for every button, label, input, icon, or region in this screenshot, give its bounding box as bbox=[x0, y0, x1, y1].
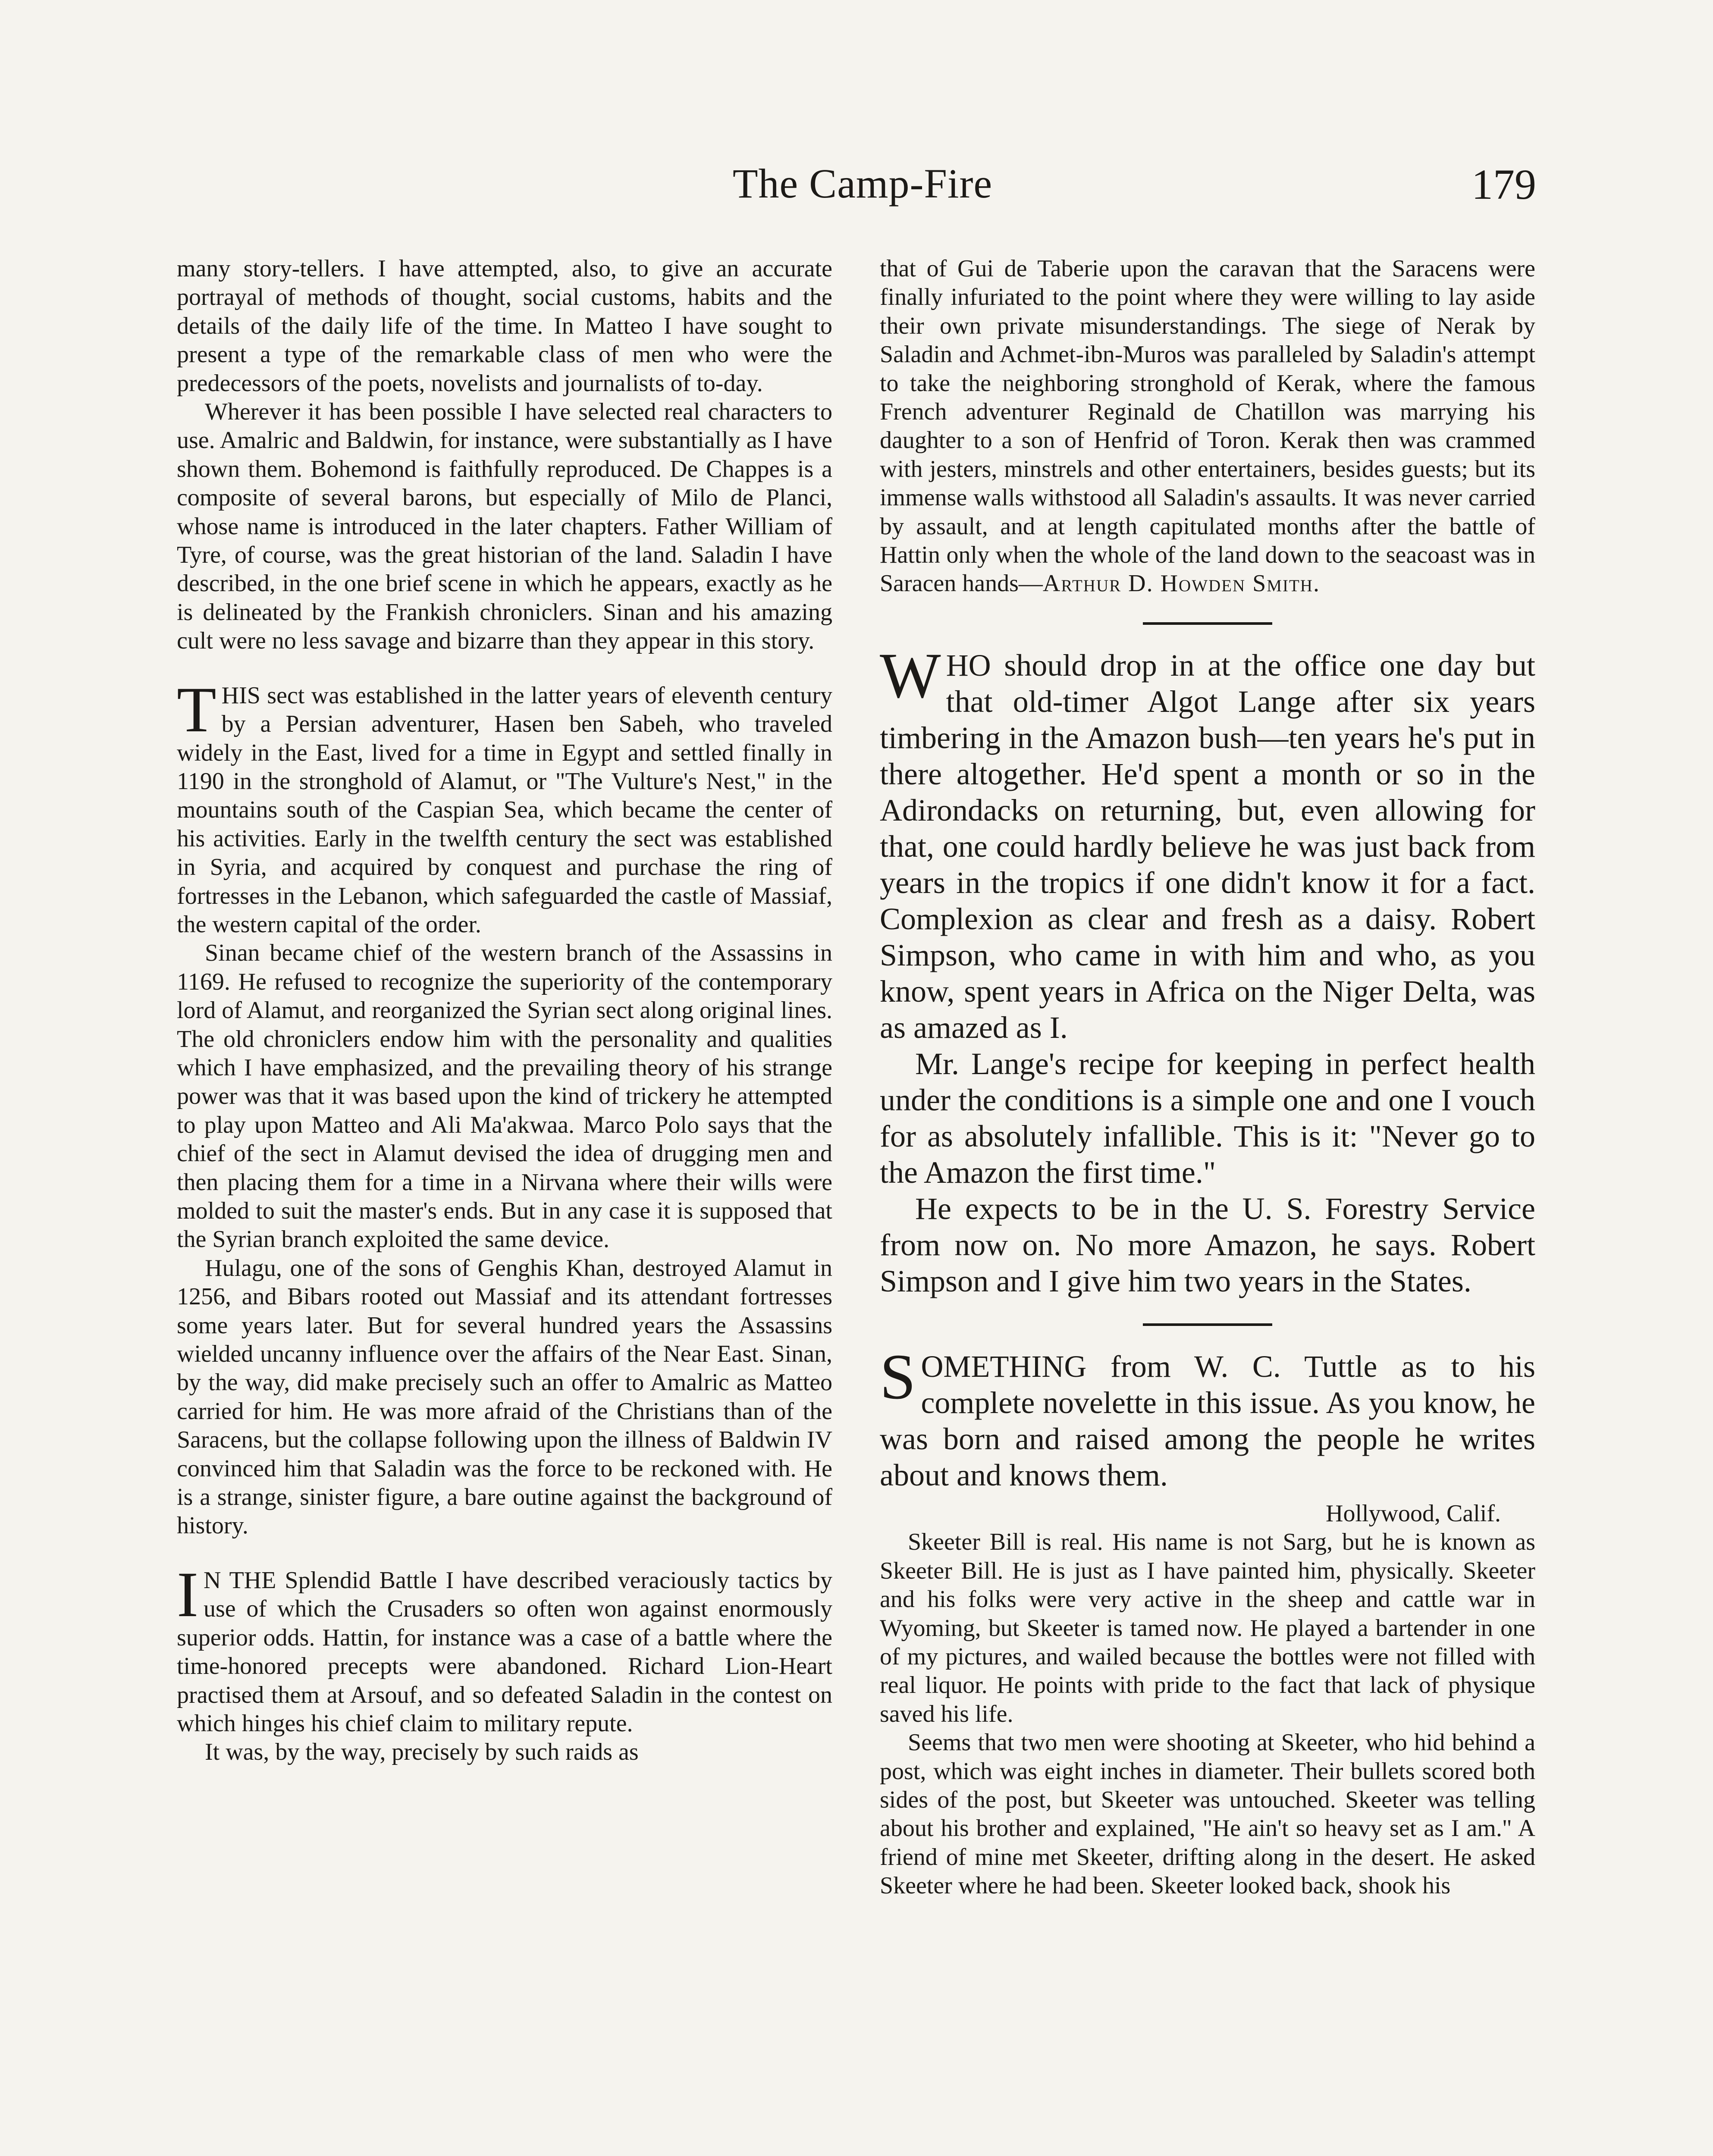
page-number: 179 bbox=[1471, 160, 1536, 208]
paragraph: Sinan became chief of the western branch of the Assassins in 1169. He refused to recognize the superiority of the contemporary lord of Alamut, and reorganized the Syrian sect along original lines. The old chroniclers endow him with the personality and qualities which I have emphasized, and the prevailing theory of his strange power was that it was based upon the kind of trickery he attempted to play upon Matteo and Ali Ma'akwaa. Marco Polo says that the chief of the sect in Alamut devised the idea of drugging men and then placing them for a time in a Nirvana where their wills were molded to suit the master's ends. But in any case it is supposed that the Syrian branch exploited the same device. bbox=[177, 940, 832, 1253]
camp-fire-item bbox=[880, 1341, 1535, 1493]
drop-cap: T bbox=[177, 674, 216, 746]
paragraph-text: HIS sect was established in the latter years of eleventh century by a Persian adventurer, Hasen ben Sabeh, who traveled widely in the East, lived for a time in Egypt and settled finally in 1190 in the stronghold of Alamut, or "The Vulture's Nest," in the mountains south of the Caspian Sea, which became the center of his activities. Early in the twelfth century the sect was established in Syria, and acquired by conquest and purchase the ring of fortresses in the Lebanon, which safeguarded the castle of Massiaf, the western capital of the order. bbox=[177, 682, 832, 938]
drop-cap: I bbox=[177, 1558, 198, 1630]
section-paragraph bbox=[177, 1558, 832, 1738]
paragraph-text: HO should drop in at the office one day but that old-timer Algot Lange after six years timbering in the Amazon bush—ten years he's put in there altogether. He'd spent a month or so in the Adirondacks on returning, but, even allowing for that, one could hardly believe he was just back from years in the tropics if one didn't know it for a fact. Complexion as clear and fresh as a daisy. Robert Simpson, who came in with him and who, as you know, spent years in Africa on the Niger Delta, was as amazed as I. bbox=[880, 648, 1535, 1045]
paragraph: Mr. Lange's recipe for keeping in perfect health under the conditions is a simple one and one I vouch for as absolutely infallible. This is it: "Never go to the Amazon the first time." bbox=[880, 1046, 1535, 1190]
paragraph-text: that of Gui de Taberie upon the caravan that the Saracens were finally infuriated to the point where they were willing to lay aside their own private misunderstandings. The siege of Nerak by Saladin and Achmet-ibn-Muros was paralleled by Saladin's attempt to take the neighboring stronghold of Kerak, where the famous French adventurer Reginald de Chatillon was marrying his daughter to a son of Henfrid of Toron. Kerak then was crammed with jesters, minstrels and other entertainers, besides guests; but its immense walls withstood all Saladin's assaults. It was never carried by assault, and at length capitulated months after the battle of Hattin only when the whole of the land down to the seacoast was in Saracen hands— bbox=[880, 255, 1535, 597]
camp-fire-item bbox=[880, 639, 1535, 1299]
drop-cap: W bbox=[880, 639, 941, 711]
section-paragraph bbox=[177, 674, 832, 939]
section-divider bbox=[1143, 622, 1272, 625]
paragraph: many story-tellers. I have attempted, also, to give an accurate portrayal of methods of thought, social customs, habits and the details of the daily life of the time. In Matteo I have sought to present a type of the remarkable class of men who were the predecessors of the poets, novelists and journalists of to-day. bbox=[177, 255, 832, 397]
drop-cap: S bbox=[880, 1341, 916, 1413]
paragraph: He expects to be in the U. S. Forestry Service from now on. No more Amazon, he says. Robert Simpson and I give him two years in the States. bbox=[880, 1191, 1535, 1298]
paragraph: Hulagu, one of the sons of Genghis Khan, destroyed Alamut in 1256, and Bibars rooted out Massiaf and its attendant fortresses some years later. But for several hundred years the Assassins wielded uncanny influence over the affairs of the Near East. Sinan, by the way, did make precisely such an offer to Amalric as Matteo carried for him. He was more afraid of the Christians than of the Saracens, but the collapse following upon the illness of Baldwin IV convinced him that Saladin was the force to be reckoned with. He is a strange, sinister figure, a bare outine against the background of history. bbox=[177, 1254, 832, 1539]
section-paragraph bbox=[880, 1341, 1535, 1493]
section-divider bbox=[1143, 1323, 1272, 1326]
section-paragraph bbox=[880, 639, 1535, 1046]
dateline: Hollywood, Calif. bbox=[1326, 1500, 1501, 1527]
paragraph bbox=[880, 254, 1535, 598]
right-column bbox=[880, 254, 1535, 1900]
paragraph-text: OMETHING from W. C. Tuttle as to his complete novelette in this issue. As you know, he was born and raised among the people he writes about and knows them. bbox=[880, 1349, 1535, 1492]
left-column bbox=[177, 254, 832, 1767]
paragraph: Seems that two men were shooting at Skeeter, who hid behind a post, which was eight inches in diameter. Their bullets scored both sides of the post, but Skeeter was untouched. Skeeter was telling about his brother and explained, "He ain't so heavy set as I am." A friend of mine met Skeeter, drifting along in the desert. He asked Skeeter where he had been. Skeeter looked back, shook his bbox=[880, 1729, 1535, 1899]
paragraph: It was, by the way, precisely by such raids as bbox=[205, 1739, 639, 1766]
paragraph: Wherever it has been possible I have selected real characters to use. Amalric and Baldwin, for instance, were substantially as I have shown them. Bohemond is faithfully reproduced. De Chappes is a composite of several barons, but especially of Milo de Planci, whose name is introduced in the later chapters. Father William of Tyre, of course, was the great historian of the land. Saladin I have described, in the one brief scene in which he appears, exactly as he is delineated by the Frankish chroniclers. Sinan and his amazing cult were no less savage and bizarre than they appear in this story. bbox=[177, 398, 832, 655]
running-header-title: The Camp-Fire bbox=[732, 160, 993, 207]
author-signature: Arthur D. Howden Smith. bbox=[1042, 570, 1320, 597]
paragraph: Skeeter Bill is real. His name is not Sarg, but he is known as Skeeter Bill. He is just as I have painted him, physically. Skeeter and his folks were very active in the sheep and cattle war in Wyoming, but Skeeter is tamed now. He played a bartender in one of my pictures, and wailed because the bottles were not filled with real liquor. He points with pride to the fact that lack of physique saved his life. bbox=[880, 1529, 1535, 1727]
paragraph-text: N THE Splendid Battle I have described veraciously tactics by use of which the Crusaders so often won against enormously superior odds. Hattin, for instance was a case of a battle where the time-honored precepts were abandoned. Richard Lion-Heart practised them at Arsouf, and so defeated Saladin in the contest on which hinges his chief claim to military repute. bbox=[177, 1567, 832, 1737]
